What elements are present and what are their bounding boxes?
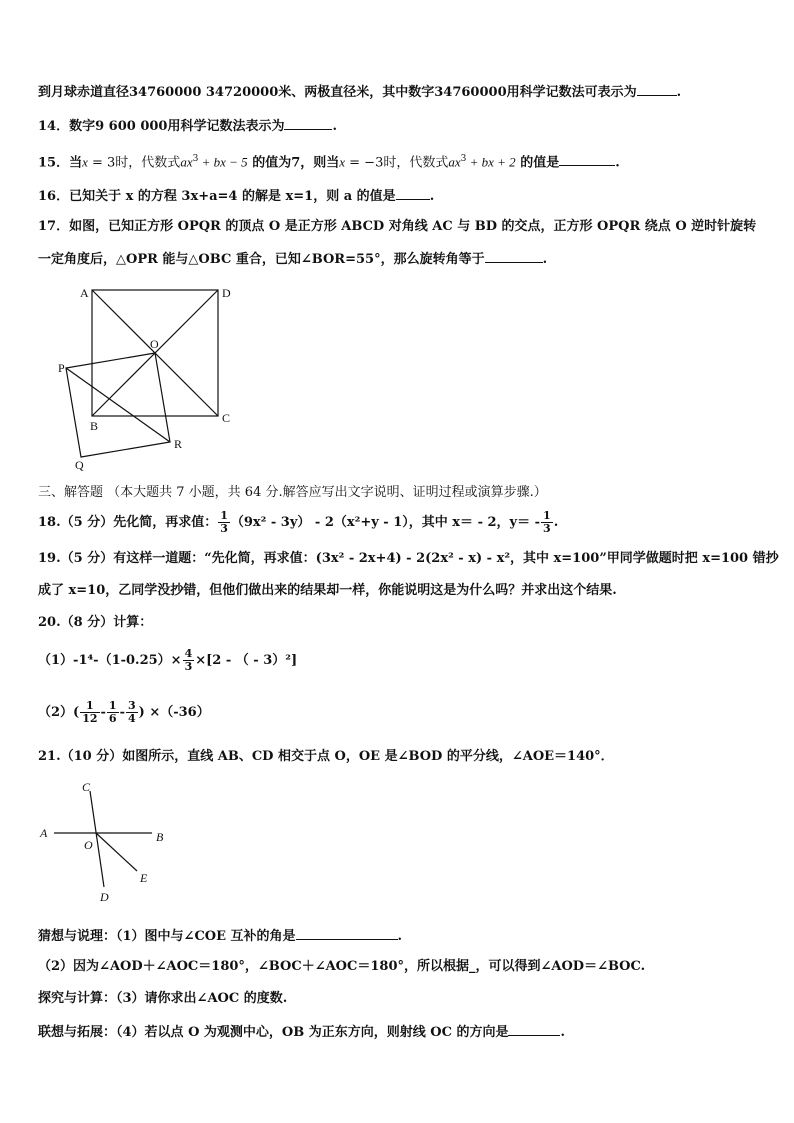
answer-blank[interactable] (284, 116, 332, 130)
label-c: C (82, 780, 91, 794)
answer-blank[interactable] (485, 249, 543, 263)
question-18: 18.（5 分）先化简，再求值： $\frac{1}{3}$ （9x² - 3y） - 2（x²+y - 1），其中 x＝ - 2，y＝ - $\frac{1}{3}$ . (38, 509, 559, 535)
question-21-part-2: （2）因为∠AOD＋∠AOC＝180°，∠BOC＋∠AOC＝180°，所以根据_，可以得到∠AOD＝∠BOC. (38, 959, 646, 974)
q13-tail: 到月球赤道直径34760000 34720000米、两极直径米，其中数字34760000用科学记数法可表示为 . (38, 82, 681, 102)
label-q: Q (75, 458, 84, 472)
ray-oe (96, 833, 137, 871)
label-c: C (222, 411, 231, 425)
section-3-heading: 三、解答题 （本大题共 7 小题，共 64 分.解答应写出文字说明、证明过程或演算步骤.） (38, 485, 547, 500)
question-20-part-1: （1）-1⁴-（1-0.25）× $\frac{4}{3}$ ×[2 - （ - 3）²] (38, 647, 298, 673)
label-e: E (140, 871, 148, 885)
figure-21-lines (32, 775, 172, 910)
fraction: $\frac{3}{4}$ (127, 699, 136, 725)
label-b: B (90, 419, 99, 433)
label-d: D (222, 286, 231, 300)
answer-blank[interactable] (508, 1022, 560, 1036)
label-a: A (80, 286, 89, 300)
answer-blank[interactable] (296, 926, 398, 940)
label-d: D (100, 890, 109, 904)
answer-blank[interactable] (637, 82, 677, 96)
label-a: A (40, 826, 48, 840)
label-o: O (150, 337, 159, 351)
label-b: B (156, 830, 164, 844)
question-16: 16．已知关于 x 的方程 3x+a=4 的解是 x=1，则 a 的值是 . (38, 186, 434, 206)
fraction: $\frac{1}{3}$ (220, 509, 228, 535)
question-20-part-2: （2）( $\frac{1}{12}$ - $\frac{1}{6}$ - $\frac{3}{4}$ ) ×（-36） (38, 699, 210, 725)
label-r: R (174, 437, 183, 451)
question-19-line-1: 19.（5 分）有这样一道题：“先化简，再求值：(3x² - 2x+4) - 2(2x² - x) - x²，其中 x=100”甲同学做题时把 x=100 错抄 (38, 551, 779, 566)
question-20-title: 20.（8 分）计算： (38, 615, 153, 630)
question-15: 15．当x = 3时，代数式$ax^3$ + bx − 5 的值为7，则当x = −3时，代数式$ax^3$ + bx + 2 的值是 . (38, 154, 620, 171)
label-p: P (58, 361, 65, 375)
answer-blank[interactable] (559, 152, 615, 166)
question-21: 21.（10 分）如图所示，直线 AB、CD 相交于点 O，OE 是∠BOD 的平分线，∠AOE＝140°． (38, 749, 614, 764)
question-21-part-1: 猜想与说理：（1）图中与∠COE 互补的角是 . (38, 926, 402, 946)
question-21-part-4: 联想与拓展：（4）若以点 O 为观测中心，OB 为正东方向，则射线 OC 的方向是 . (38, 1022, 565, 1042)
label-o: O (84, 838, 93, 852)
question-17-line-1: 17．如图，已知正方形 OPQR 的顶点 O 是正方形 ABCD 对角线 AC 与 BD 的交点，正方形 OPQR 绕点 O 逆时针旋转 (38, 219, 757, 234)
figure-17-squares (50, 280, 250, 475)
question-19-line-2: 成了 x=10，乙同学没抄错，但他们做出来的结果却一样，你能说明这是为什么吗？并求出这个结果. (38, 583, 617, 598)
segment-pr (66, 368, 170, 442)
question-21-part-3: 探究与计算：（3）请你求出∠AOC 的度数. (38, 991, 288, 1006)
question-17-line-2: 一定角度后，△OPR 能与△OBC 重合，已知∠BOR=55°，那么旋转角等于 . (38, 249, 547, 269)
question-14: 14．数字9 600 000用科学记数法表示为 . (38, 116, 337, 136)
answer-blank[interactable] (396, 186, 430, 200)
fraction: $\frac{1}{6}$ (108, 699, 117, 725)
fraction: $\frac{1}{12}$ (82, 699, 98, 725)
fraction: $\frac{4}{3}$ (184, 647, 193, 673)
fraction: $\frac{1}{3}$ (543, 509, 551, 535)
